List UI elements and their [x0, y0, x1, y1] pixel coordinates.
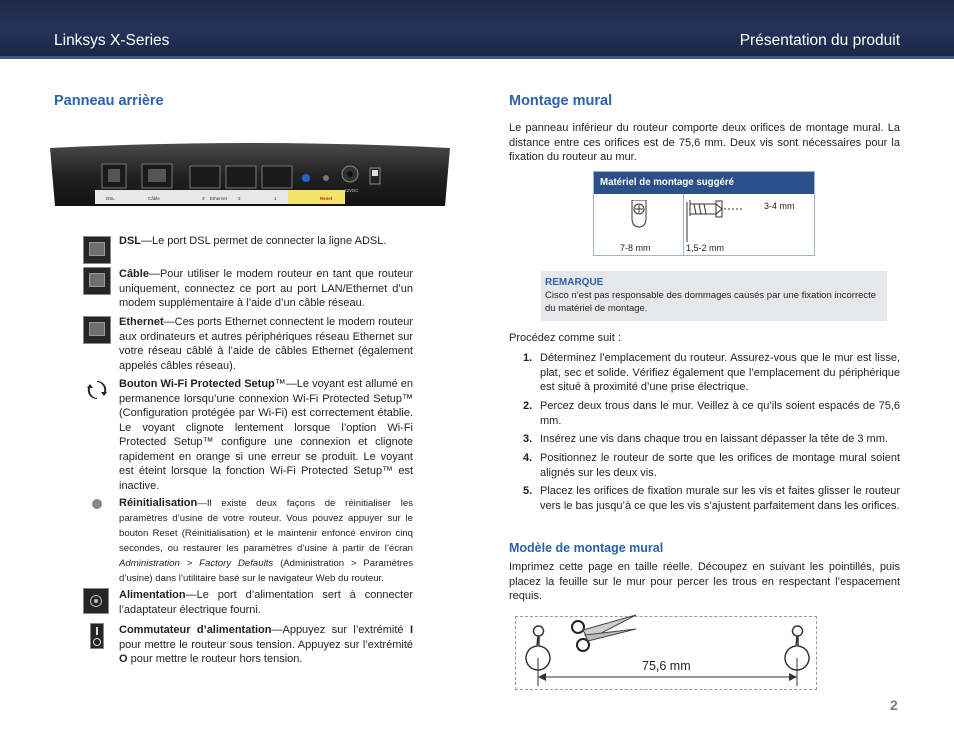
step-3-number: 3. [523, 433, 533, 445]
cable-description [119, 267, 413, 311]
reset-term: Réinitialisation [119, 497, 198, 509]
page-number: 2 [890, 697, 898, 713]
chapter-title: Présentation du produit [739, 32, 900, 49]
cable-port-icon [83, 267, 111, 295]
step-4-text: Positionnez le routeur de sorte que les orifices de montage mural soient alignés sur les deux vis. [540, 452, 900, 479]
reset-text-path: Administration > Factory Defaults [119, 558, 274, 569]
power-label: 12VDC [344, 188, 359, 193]
screw-head-icon [630, 200, 648, 228]
wps-description [119, 377, 413, 493]
product-series-title: Linksys X-Series [54, 32, 170, 49]
power-switch-text-c: pour mettre le routeur hors tension. [127, 653, 303, 665]
hardware-table-title: Matériel de montage suggéré [594, 172, 814, 194]
ethernet-label: Ethernet [210, 196, 228, 201]
reset-label: Reset [320, 196, 333, 201]
ethernet-term: Ethernet [119, 316, 164, 328]
reset-button-icon [92, 499, 102, 509]
step-4-number: 4. [523, 452, 533, 464]
screw-side-cell [684, 194, 814, 255]
dsl-port-label: DSL [106, 196, 115, 201]
step-2-number: 2. [523, 400, 533, 412]
note-text: Cisco n’est pas responsable des dommages causés par une fixation incorrecte du matériel de montage. [545, 290, 877, 314]
screw-shaft-size: 1,5-2 mm [686, 243, 725, 253]
step-2-text: Percez deux trous dans le mur. Veillez à ce qu’ils soient espacés de 75,6 mm. [540, 400, 900, 427]
power-switch-text-b: pour mettre le routeur sous tension. Appuyez sur l’extrémité [119, 638, 413, 651]
screw-head-cell [594, 194, 684, 255]
wall-mount-heading: Montage mural [509, 93, 613, 109]
wps-term: Bouton Wi-Fi Protected Setup [119, 378, 275, 390]
page-header [0, 0, 954, 58]
dsl-term: DSL [119, 235, 141, 247]
note-title: REMARQUE [545, 277, 604, 288]
hardware-table [593, 171, 815, 256]
power-switch-text-a: —Appuyez sur l’extrémité [271, 624, 410, 636]
cable-term: Câble [119, 268, 149, 280]
power-switch-off-symbol: O [119, 653, 128, 665]
mounting-holes-diagram [518, 618, 816, 686]
header-band [0, 56, 954, 59]
power-switch-description [119, 623, 413, 667]
cable-port-label: Câble [148, 196, 160, 201]
power-switch-icon [90, 623, 104, 649]
power-port-icon [83, 588, 109, 614]
reset-description [119, 496, 413, 586]
wps-text: ™—Le voyant est allumé en permanence lorsqu’une connexion Wi-Fi Protected Setup™ (Configuration protégée par Wi-Fi) est correctement établie. Le voyant clignote lentement lorsque l’option Wi-Fi Protected Setup™ configure une connexion et clignote rapidement en orange si une erreur se produit. Le voyant est éteint lorsque la fonction Wi-Fi Protected Setup™ est inactive. [119, 378, 413, 492]
ethernet-port-1-label: 1 [274, 196, 277, 201]
rear-panel-heading: Panneau arrière [54, 93, 164, 109]
router-rear-panel-image [50, 142, 450, 208]
note-box [541, 271, 887, 321]
template-heading: Modèle de montage mural [509, 541, 664, 555]
ethernet-port-icon [83, 316, 111, 344]
power-description [119, 588, 413, 617]
ethernet-port-3-label: 3 [202, 196, 205, 201]
power-term: Alimentation [119, 589, 186, 601]
ethernet-description [119, 315, 413, 373]
procedure-intro: Procédez comme suit : [509, 332, 621, 344]
power-switch-term: Commutateur d’alimentation [119, 624, 272, 636]
step-1-number: 1. [523, 352, 533, 364]
step-5-number: 5. [523, 485, 533, 497]
step-3-text: Insérez une vis dans chaque trou en laissant dépasser la tête de 3 mm. [540, 433, 888, 445]
power-text: —Le port d’alimentation sert à connecter l’adaptateur électrique fourni. [119, 589, 413, 616]
wps-icon [87, 380, 107, 400]
step-5-text: Placez les orifices de fixation murale sur les vis et faites glisser le routeur vers le bas jusqu’à ce que les vis s’ajustent parfaitement dans les orifices. [540, 485, 900, 512]
cable-text: —Pour utiliser le modem routeur en tant que routeur uniquement, connectez ce port au port LAN/Ethernet d’un modem supplémentaire à l’aide d’un câble réseau. [119, 268, 413, 309]
step-1-text: Déterminez l’emplacement du routeur. Assurez-vous que le mur est lisse, plat, sec et solide. Vérifiez également que l’emplacement du périphérique est situé à proximité d’une prise électrique. [540, 352, 900, 393]
dsl-description [119, 234, 413, 249]
hole-distance-label: 75,6 mm [642, 659, 691, 673]
reset-text-b: (Administration > Paramètres d’usine) dans l’utilitaire basé sur le navigateur Web du routeur. [119, 558, 413, 584]
ethernet-text: —Ces ports Ethernet connectent le modem routeur aux ordinateurs et autres périphériques réseau Ethernet sur votre réseau câblé à l’aide de câbles Ethernet (également appelés câbles réseau). [119, 316, 413, 372]
ethernet-port-2-label: 2 [238, 196, 241, 201]
reset-text-a: —Il existe deux façons de réinitialiser les paramètres d’usine de votre routeur. Vous pouvez appuyer sur le bouton Reset (Réinitialisation) et le maintenir enfoncé environ cinq secondes, ou restaurer les paramètres d’usine à partir de l’écran [119, 498, 413, 554]
screw-head-size: 7-8 mm [620, 243, 651, 253]
wall-mount-intro: Le panneau inférieur du routeur comporte deux orifices de montage mural. La distance entre ces orifices est de 75,6 mm. Deux vis sont nécessaires pour la fixation du routeur au mur. [509, 122, 900, 163]
dsl-text: —Le port DSL permet de connecter la ligne ADSL. [141, 235, 387, 247]
screw-side-icon [686, 198, 746, 244]
power-switch-on-symbol: I [409, 624, 413, 636]
screw-length: 3-4 mm [764, 201, 795, 211]
template-instructions: Imprimez cette page en taille réelle. Découpez en suivant les pointillés, puis placez la feuille sur le mur pour percer les trous en respectant l’espacement requis. [509, 561, 900, 602]
dsl-port-icon [83, 236, 111, 264]
